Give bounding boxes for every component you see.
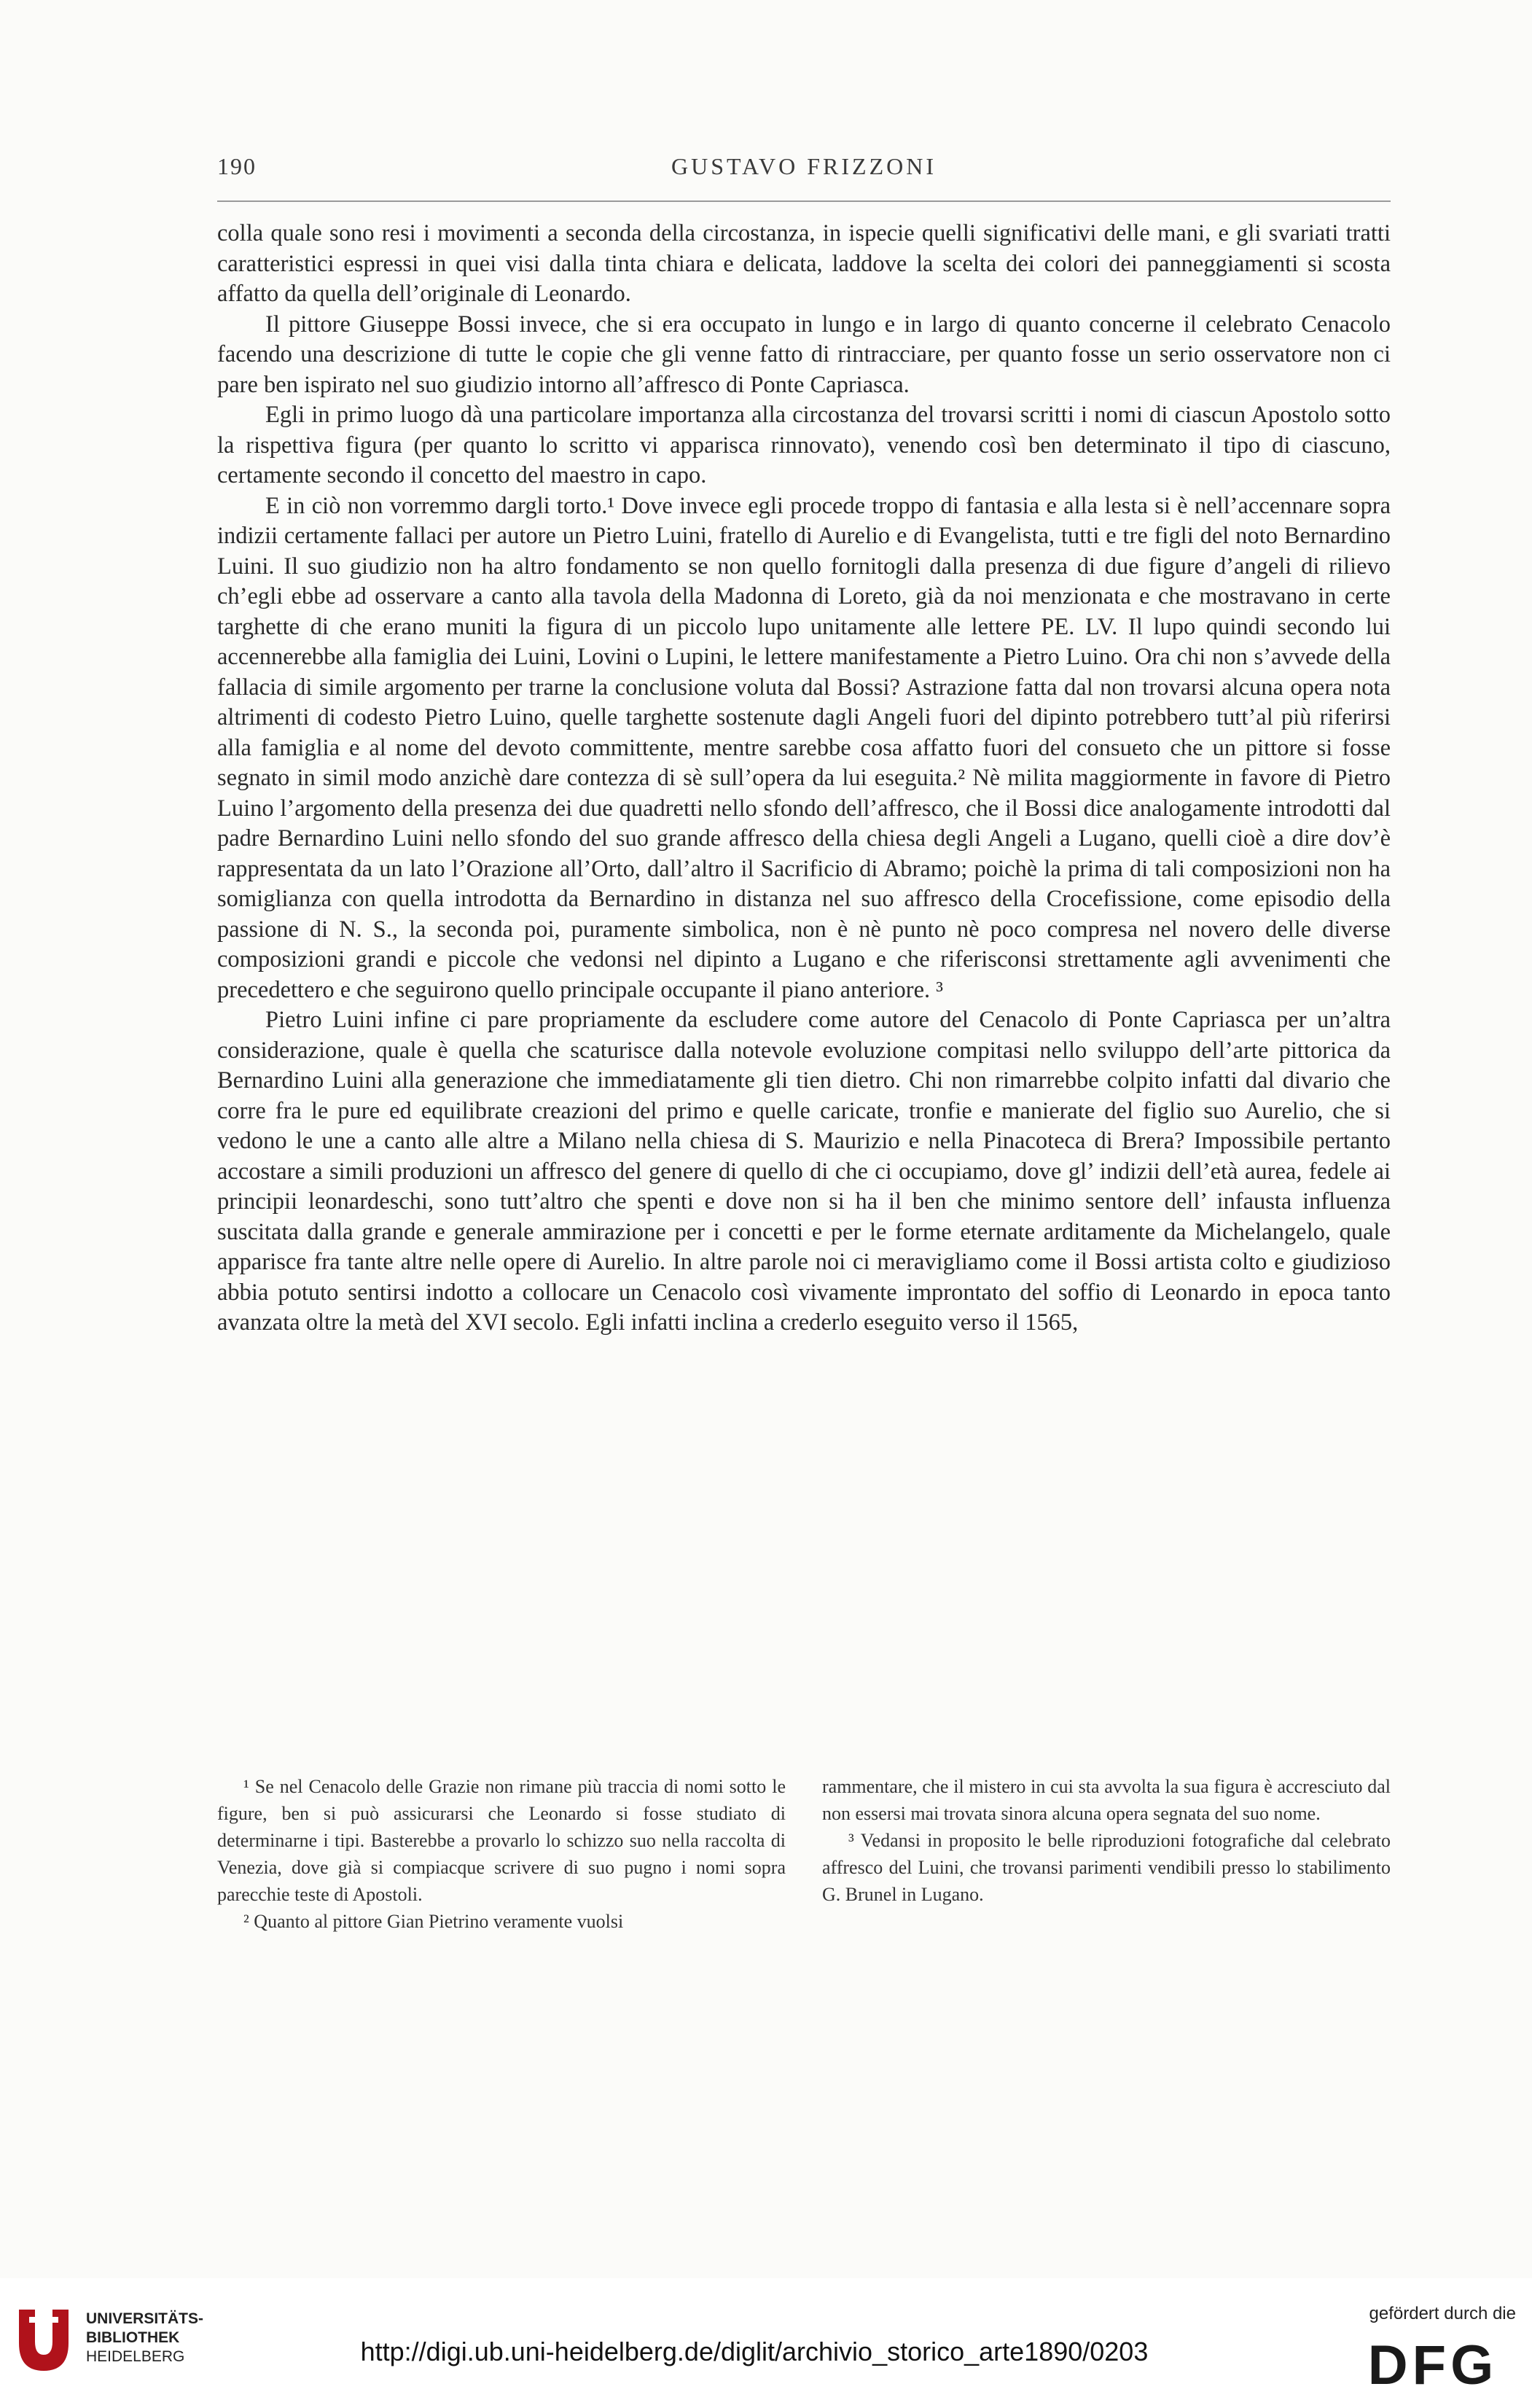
header-rule xyxy=(217,200,1391,202)
paragraph-3: Egli in primo luogo dà una particolare importanza alla circostanza del trovarsi scritti i nomi di ciascun Apostolo sotto la rispettiva figura (per quanto lo scritto vi apparisca rinnovato), venendo così ben determinato il tipo di ciascuno, certamente secondo il concetto del maestro in capo. xyxy=(217,402,1391,488)
library-name-line-2: BIBLIOTHEK xyxy=(86,2329,180,2346)
footnote-1: ¹ Se nel Cenacolo delle Grazie non rimane più traccia di nomi sotto le figure, ben si può assicurarsi che Leonardo si fosse studiato di determinarne i tipi. Basterebbe a provarlo lo schizzo suo nella raccolta di Venezia, dove già si compiacque scrivere di suo pugno i nomi sopra parecchie teste di Apostoli. xyxy=(217,1776,786,1905)
running-head-author: GUSTAVO FRIZZONI xyxy=(671,153,937,179)
footnote-3: ³ Vedansi in proposito le belle riproduzioni fotografiche dal celebrato affresco del Luini, che trovansi parimenti vendibili presso lo stabilimento G. Brunel in Lugano. xyxy=(822,1830,1391,1905)
permalink-url[interactable]: http://digi.ub.uni-heidelberg.de/diglit/archivio_storico_arte1890/0203 xyxy=(360,2337,1149,2366)
footnote-2-start: ² Quanto al pittore Gian Pietrino veramente vuolsi xyxy=(243,1911,624,1932)
footnotes xyxy=(217,1773,1391,2050)
paragraph-1: colla quale sono resi i movimenti a seconda della circostanza, in ispecie quelli significativi delle mani, e gli svariati tratti caratteristici espressi in quei visi dalla tinta chiara e delicata, laddove la scelta dei colori dei panneggiamenti si scosta affatto da quella dell’originale di Leonardo. xyxy=(217,220,1391,307)
university-library-logo-icon[interactable] xyxy=(13,2304,74,2377)
paragraph-2: Il pittore Giuseppe Bossi invece, che si era occupato in lungo e in largo di quanto concerne il celebrato Cenacolo facendo una descrizione di tutte le copie che gli venne fatto di rintracciare, per quanto fosse un serio osservatore non ci pare ben ispirato nel suo giudizio intorno all’affresco di Ponte Capriasca. xyxy=(217,311,1391,398)
funding-note: gefördert durch die xyxy=(1369,2304,1516,2323)
university-library-name xyxy=(86,2310,203,2366)
body-text xyxy=(217,219,1391,1339)
footnote-2-continued: rammentare, che il mistero in cui sta avvolta la sua figura è accresciuto dal non essersi mai trovata sinora alcuna opera segnata del suo nome. xyxy=(822,1776,1391,1824)
dfg-logo-icon[interactable] xyxy=(1348,2339,1517,2390)
paragraph-4: E in ciò non vorremmo dargli torto.¹ Dove invece egli procede troppo di fantasia e alla lesta si è nell’accennare sopra indizii certamente fallaci per autore un Pietro Luini, fratello di Aurelio e di Evangelista, tutti e tre figli del noto Bernardino Luini. Il suo giudizio non ha altro fondamento se non quello fornitogli dalla presenza di due figure d’angeli di rilievo ch’egli ebbe ad osservare a canto alla tavola della Madonna di Loreto, già da noi menzionata e che mostravano in certe targhette di che erano muniti la figura di un piccolo lupo unitamente alle lettere PE. LV. Il lupo quindi secondo lui accennerebbe alla famiglia dei Luini, Lovini o Lupini, le lettere manifestamente a Pietro Luino. Ora chi non s’avvede della fallacia di simile argomento per trarne la conclusione voluta dal Bossi? Astrazione fatta dal non trovarsi alcuna opera nota altrimenti di codesto Pietro Luino, quelle targhette sostenute dagli Angeli fuori del dipinto potrebbero tutt’al più riferirsi alla famiglia e al nome del devoto committente, mentre sarebbe cosa affatto fuori del consueto che un pittore si fosse segnato in simil modo anzichè dare contezza di sè sull’opera da lui eseguita.² Nè milita maggiormente in favore di Pietro Luino l’argomento della presenza dei due quadretti nello sfondo dell’affresco, che il Bossi dice analogamente introdotti dal padre Bernardino Luini nello sfondo del suo grande affresco della chiesa degli Angeli a Lugano, quelli cioè a dire dov’è rappresentata da un lato l’Orazione all’Orto, dall’altro il Sacrificio di Abramo; poichè la prima di tali composizioni non ha somiglianza con quella introdotta da Bernardino in distanza nel suo affresco della Crocefissione, come episodio della passione di N. S., la seconda poi, puramente simbolica, non è nè punto nè poco compresa nel novero delle diverse composizioni grandi e piccole che vedonsi nel dipinto a Lugano e che riferisconsi strettamente agli avvenimenti che precedettero e che seguirono quello principale occupante il piano anteriore. ³ xyxy=(217,492,1391,1003)
page-number: 190 xyxy=(217,153,257,179)
footnotes-right-column xyxy=(822,1773,1391,1908)
library-name-line-1: UNIVERSITÄTS- xyxy=(86,2310,204,2327)
running-head xyxy=(217,153,1391,185)
paragraph-5: Pietro Luini infine ci pare propriamente da escludere come autore del Cenacolo di Ponte Capriasca per un’altra considerazione, quale è quella che scaturisce dalla notevole evoluzione compitasi nello sviluppo dell’arte pittorica da Bernardino Luini alla generazione che immediatamente gli tien dietro. Chi non rimarrebbe colpito infatti dal divario che corre fra le pure ed equilibrate creazioni del primo e quelle caricate, tronfie e manierate del figlio suo Aurelio, che si vedono le une a canto alle altre a Milano nella chiesa di S. Maurizio e nella Pinacoteca di Brera? Impossibile pertanto accostare a simili produzioni un affresco del genere di quello di che ci occupiamo, dove gl’ indizii dell’età aurea, fedele ai principii leonardeschi, sono tutt’altro che spenti e dove non si ha il ben che minimo sentore dell’ infausta influenza suscitata dalla grande e generale ammirazione per i concetti e per le forme eternate arditamente da Michelangelo, quale apparisce fra tante altre nelle opere di Aurelio. In altre parole noi ci meravigliamo come il Bossi artista colto e giudizioso abbia potuto sentirsi indotto a collocare un Cenacolo così vivamente improntato del soffio di Leonardo in epoca tanto avanzata oltre la metà del XVI secolo. Egli infatti inclina a crederlo eseguito verso il 1565, xyxy=(217,1007,1391,1336)
library-name-line-3: HEIDELBERG xyxy=(86,2348,185,2365)
footnotes-left-column xyxy=(217,1773,786,1935)
dfg-logo-text: DFG xyxy=(1367,2339,1498,2390)
